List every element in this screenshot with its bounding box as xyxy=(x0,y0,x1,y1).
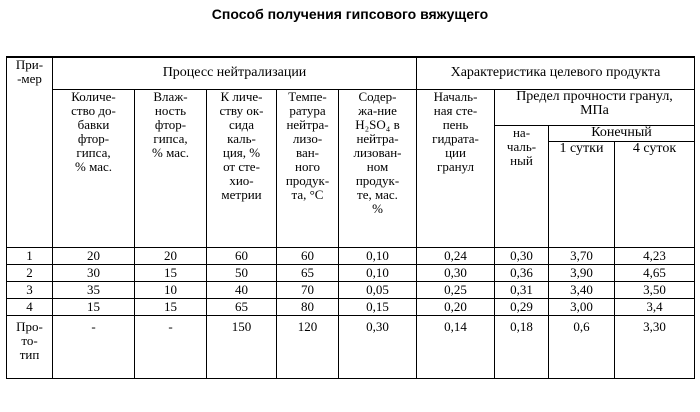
cell-temperature: 80 xyxy=(277,298,339,315)
cell-example: 2 xyxy=(7,264,53,281)
cell-h2so4: 0,30 xyxy=(339,315,417,378)
cell-moisture: 15 xyxy=(135,264,207,281)
header-day4: 4 суток xyxy=(615,141,695,247)
header-example: При- -мер xyxy=(7,57,53,247)
cell-initial: 0,30 xyxy=(495,247,549,264)
cell-moisture: 20 xyxy=(135,247,207,264)
header-additive-amount: Количе- ство до- бавки фтор- гипса, % мас. xyxy=(53,89,135,247)
header-day1: 1 сутки xyxy=(549,141,615,247)
table-row xyxy=(7,298,695,315)
table-row xyxy=(7,247,695,264)
header-calcium-oxide: К личе- ству ок- сида каль- ция, % от сте- хио- метрии xyxy=(207,89,277,247)
cell-hydration: 0,25 xyxy=(417,281,495,298)
cell-temperature: 70 xyxy=(277,281,339,298)
cell-example: 4 xyxy=(7,298,53,315)
cell-initial: 0,36 xyxy=(495,264,549,281)
cell-h2so4: 0,05 xyxy=(339,281,417,298)
cell-calcium: 150 xyxy=(207,315,277,378)
cell-calcium: 60 xyxy=(207,247,277,264)
cell-day4: 3,50 xyxy=(615,281,695,298)
cell-day4: 4,65 xyxy=(615,264,695,281)
cell-hydration: 0,20 xyxy=(417,298,495,315)
cell-initial: 0,29 xyxy=(495,298,549,315)
cell-h2so4: 0,10 xyxy=(339,247,417,264)
cell-moisture: 10 xyxy=(135,281,207,298)
cell-day1: 3,90 xyxy=(549,264,615,281)
header-final: Конечный xyxy=(549,125,695,141)
cell-day4: 3,4 xyxy=(615,298,695,315)
cell-day1: 3,70 xyxy=(549,247,615,264)
header-initial-hydration: Началь- ная сте- пень гидрата- ции гранул xyxy=(417,89,495,247)
cell-initial: 0,18 xyxy=(495,315,549,378)
cell-hydration: 0,24 xyxy=(417,247,495,264)
header-strength: Предел прочности гранул, МПа xyxy=(495,89,695,125)
cell-additive: 35 xyxy=(53,281,135,298)
cell-temperature: 60 xyxy=(277,247,339,264)
cell-h2so4: 0,15 xyxy=(339,298,417,315)
data-table xyxy=(6,56,695,379)
cell-temperature: 65 xyxy=(277,264,339,281)
cell-day1: 3,00 xyxy=(549,298,615,315)
cell-moisture: 15 xyxy=(135,298,207,315)
table-row-prototype xyxy=(7,315,695,378)
cell-additive: 20 xyxy=(53,247,135,264)
header-product-characteristics: Характеристика целевого продукта xyxy=(417,57,695,89)
cell-calcium: 65 xyxy=(207,298,277,315)
header-neutralization: Процесс нейтрализации xyxy=(53,57,417,89)
cell-example: 3 xyxy=(7,281,53,298)
cell-day1: 3,40 xyxy=(549,281,615,298)
header-moisture: Влаж- ность фтор- гипса, % мас. xyxy=(135,89,207,247)
cell-additive: - xyxy=(53,315,135,378)
cell-initial: 0,31 xyxy=(495,281,549,298)
cell-example: Про- то- тип xyxy=(7,315,53,378)
header-row-2 xyxy=(7,89,695,125)
cell-h2so4: 0,10 xyxy=(339,264,417,281)
cell-moisture: - xyxy=(135,315,207,378)
header-h2so4-content: Содер- жа-ние H₂SO₄ в нейтра- лизован- ном продук- те, мас. % xyxy=(339,89,417,247)
cell-hydration: 0,14 xyxy=(417,315,495,378)
cell-day1: 0,6 xyxy=(549,315,615,378)
cell-hydration: 0,30 xyxy=(417,264,495,281)
cell-temperature: 120 xyxy=(277,315,339,378)
page-title: Способ получения гипсового вяжущего xyxy=(211,6,489,22)
cell-calcium: 50 xyxy=(207,264,277,281)
cell-calcium: 40 xyxy=(207,281,277,298)
table-row xyxy=(7,281,695,298)
cell-additive: 30 xyxy=(53,264,135,281)
cell-day4: 3,30 xyxy=(615,315,695,378)
cell-day4: 4,23 xyxy=(615,247,695,264)
cell-additive: 15 xyxy=(53,298,135,315)
header-temperature: Темпе- ратура нейтра- лизо- ван- ного продук- та, °С xyxy=(277,89,339,247)
cell-example: 1 xyxy=(7,247,53,264)
table-row xyxy=(7,264,695,281)
header-initial: на- чаль- ный xyxy=(495,125,549,247)
header-row-1 xyxy=(7,57,695,89)
